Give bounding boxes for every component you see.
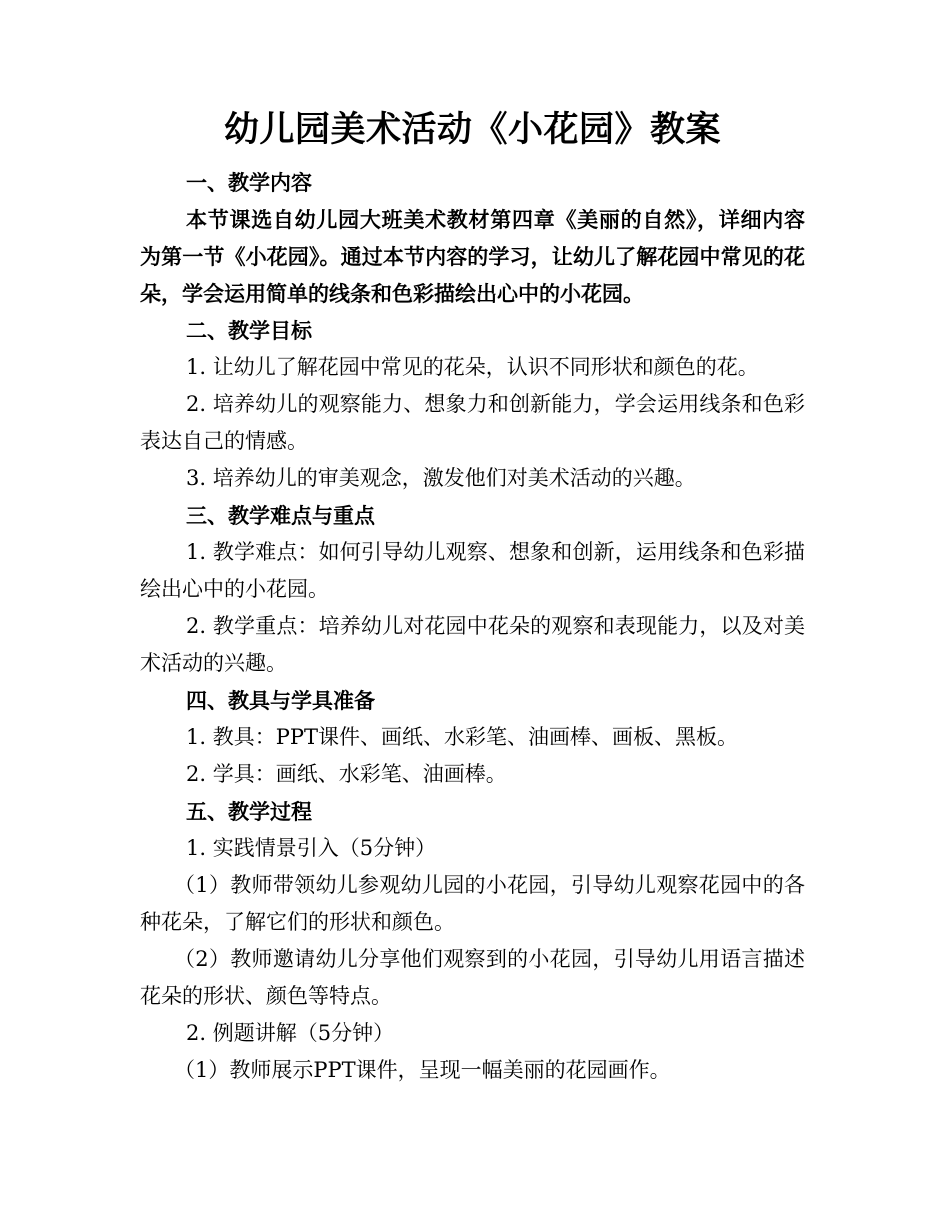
objective-item-3: 3. 培养幼儿的审美观念，激发他们对美术活动的兴趣。 bbox=[186, 466, 696, 490]
section-heading-content: 一、教学内容 bbox=[186, 170, 312, 195]
process-substep-2-1: （1）教师展示PPT课件，呈现一幅美丽的花园画作。 bbox=[174, 1058, 671, 1082]
section-heading-objectives: 二、教学目标 bbox=[186, 318, 312, 343]
materials-item-2: 2. 学具：画纸、水彩笔、油画棒。 bbox=[186, 762, 507, 786]
section-heading-difficulties: 三、教学难点与重点 bbox=[186, 503, 375, 528]
document-title: 幼儿园美术活动《小花园》教案 bbox=[223, 109, 721, 150]
materials-item-1: 1. 教具：PPT课件、画纸、水彩笔、油画棒、画板、黑板。 bbox=[186, 725, 738, 749]
process-substep-1-2: （2）教师邀请幼儿分享他们观察到的小花园，引导幼儿用语言描述花朵的形状、颜色等特点。 bbox=[140, 947, 805, 1008]
objective-item-1: 1. 让幼儿了解花园中常见的花朵，认识不同形状和颜色的花。 bbox=[186, 355, 759, 379]
document-page bbox=[140, 100, 805, 1089]
objective-item-2: 2. 培养幼儿的观察能力、想象力和创新能力，学会运用线条和色彩表达自己的情感。 bbox=[140, 392, 805, 453]
content-paragraph: 本节课选自幼儿园大班美术教材第四章《美丽的自然》，详细内容为第一节《小花园》。通过本节内容的学习，让幼儿了解花园中常见的花朵，学会运用简单的线条和色彩描绘出心中的小花园。 bbox=[140, 207, 805, 306]
section-heading-process: 五、教学过程 bbox=[186, 799, 312, 824]
process-step-1: 1. 实践情景引入（5分钟） bbox=[186, 836, 437, 860]
difficulty-item-1: 1. 教学难点：如何引导幼儿观察、想象和创新，运用线条和色彩描绘出心中的小花园。 bbox=[140, 540, 805, 601]
process-step-2: 2. 例题讲解（5分钟） bbox=[186, 1021, 395, 1045]
section-heading-materials: 四、教具与学具准备 bbox=[186, 688, 375, 713]
process-substep-1-1: （1）教师带领幼儿参观幼儿园的小花园，引导幼儿观察花园中的各种花朵，了解它们的形状和颜色。 bbox=[140, 873, 805, 934]
difficulty-item-2: 2. 教学重点：培养幼儿对花园中花朵的观察和表现能力，以及对美术活动的兴趣。 bbox=[140, 614, 805, 675]
